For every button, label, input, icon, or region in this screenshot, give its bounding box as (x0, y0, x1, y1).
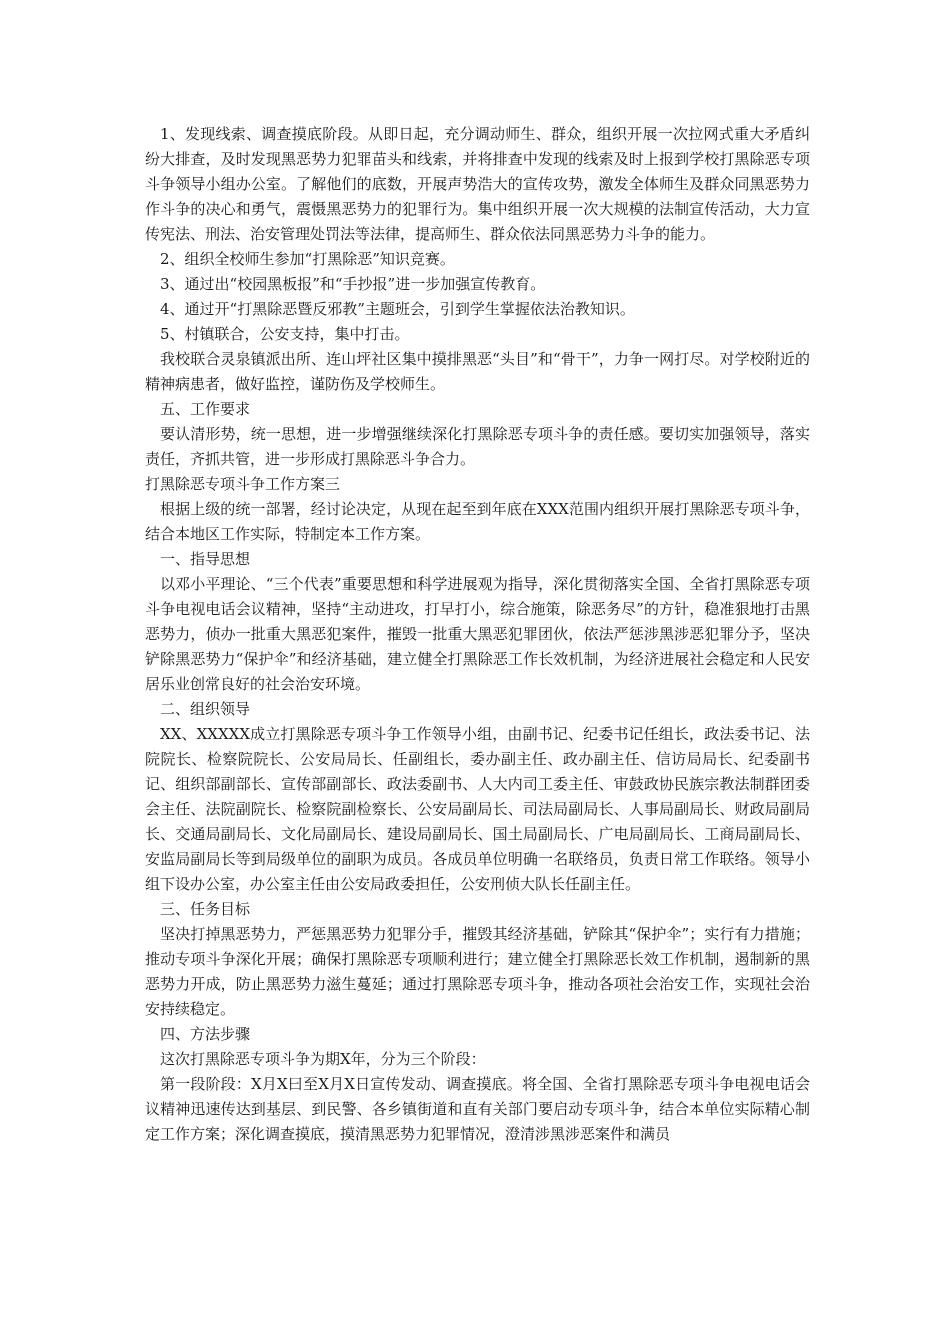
document-page (145, 122, 810, 1147)
paragraph: 2、组织全校师生参加“打黑除恶”知识竞赛。 (160, 250, 455, 268)
paragraph: 这次打黑除恶专项斗争为期X年，分为三个阶段： (160, 1050, 486, 1068)
paragraph: 我校联合灵泉镇派出所、连山坪社区集中摸排黑恶“头目”和“骨干”，力争一网打尽。对学校附近的精神病患者，做好监控，谨防伤及学校师生。 (145, 350, 810, 393)
paragraph: 4、通过开“打黑除恶暨反邪教”主题班会，引到学生掌握依法治教知识。 (160, 300, 635, 318)
paragraph: XX、XXXXX成立打黑除恶专项斗争工作领导小组，由副书记、纪委书记任组长，政法委书记、法院院长、检察院院长、公安局局长、任副组长，委办副主任、政办副主任、信访局局长、纪委副书记、组织部副部长、宣传部副部长、政法委副书、人大内司工委主任、审鼓政协民族宗教法制群团委会主任、法院副院长、检察院副检察长、公安局副局长、司法局副局长、人事局副局长、财政局副局长、交通局副局长、文化局副局长、建设局副局长、国土局副局长、广电局副局长、工商局副局长、安监局副局长等到局级单位的副职为成员。各成员单位明确一名联络员，负责日常工作联络。领导小组下设办公室，办公室主任由公安局政委担任，公安刑侦大队长任副主任。 (145, 725, 810, 893)
paragraph: 坚决打掉黑恶势力，严惩黑恶势力犯罪分手，摧毁其经济基础，铲除其“保护伞”；实行有力措施；推动专项斗争深化开展；确保打黑除恶专项顺利进行；建立健全打黑除恶长效工作机制，遏制新的黑恶势力开成，防止黑恶势力滋生蔓延；通过打黑除恶专项斗争，推动各项社会治安工作，实现社会治安持续稳定。 (145, 925, 810, 1018)
section-heading: 五、工作要求 (160, 400, 251, 418)
paragraph: 根据上级的统一部署，经讨论决定，从现在起至到年底在XXX范围内组织开展打黑除恶专项斗争，结合本地区工作实际，特制定本工作方案。 (145, 500, 810, 543)
section-heading: 四、方法步骤 (160, 1025, 251, 1043)
paragraph: 1、发现线索、调查摸底阶段。从即日起，充分调动师生、群众，组织开展一次拉网式重大矛盾纠纷大排查，及时发现黑恶势力犯罪苗头和线索，并将排查中发现的线索及时上报到学校打黑除恶专项斗争领导小组办公室。了解他们的底数，开展声势浩大的宣传攻势，激发全体师生及群众同黑恶势力作斗争的决心和勇气，震慑黑恶势力的犯罪行为。集中组织开展一次大规模的法制宣传活动，大力宣传宪法、刑法、治安管理处罚法等法律，提高师生、群众依法同黑恶势力斗争的能力。 (145, 125, 810, 243)
section-heading: 三、任务目标 (160, 900, 251, 918)
section-heading: 二、组织领导 (160, 700, 251, 718)
document-title: 打黑除恶专项斗争工作方案三 (145, 475, 341, 493)
paragraph: 第一段阶段：X月X曰至X月X日宣传发动、调查摸底。将全国、全省打黑除恶专项斗争电视电话会议精神迅速传达到基层、到民警、各乡镇街道和直有关部门要启动专项斗争，结合本单位实际精心制定工作方案；深化调查摸底，摸清黑恶势力犯罪情况，澄清涉黑涉恶案件和满员 (145, 1075, 810, 1143)
paragraph: 要认清形势，统一思想，进一步增强继续深化打黑除恶专项斗争的责任感。要切实加强领导，落实责任，齐抓共管，进一步形成打黑除恶斗争合力。 (145, 425, 810, 468)
paragraph: 3、通过出“校园黑板报”和“手抄报”进一步加强宣传教育。 (160, 275, 546, 293)
paragraph: 以邓小平理论、“三个代表”重要思想和科学进展观为指导，深化贯彻落实全国、全省打黑除恶专项斗争电视电话会议精神，坚持“主动进攻，打早打小，综合施策，除恶务尽”的方针，稳准狠地打击黑恶势力，侦办一批重大黑恶犯案件，摧毁一批重大黑恶犯罪团伙，依法严惩涉黑涉恶犯罪分予，坚决铲除黑恶势力“保护伞”和经济基础，建立健全打黑除恶工作长效机制，为经济进展社会稳定和人民安居乐业创常良好的社会治安环境。 (145, 575, 810, 693)
section-heading: 一、指导思想 (160, 550, 251, 568)
paragraph: 5、村镇联合，公安支持，集中打击。 (160, 325, 410, 343)
